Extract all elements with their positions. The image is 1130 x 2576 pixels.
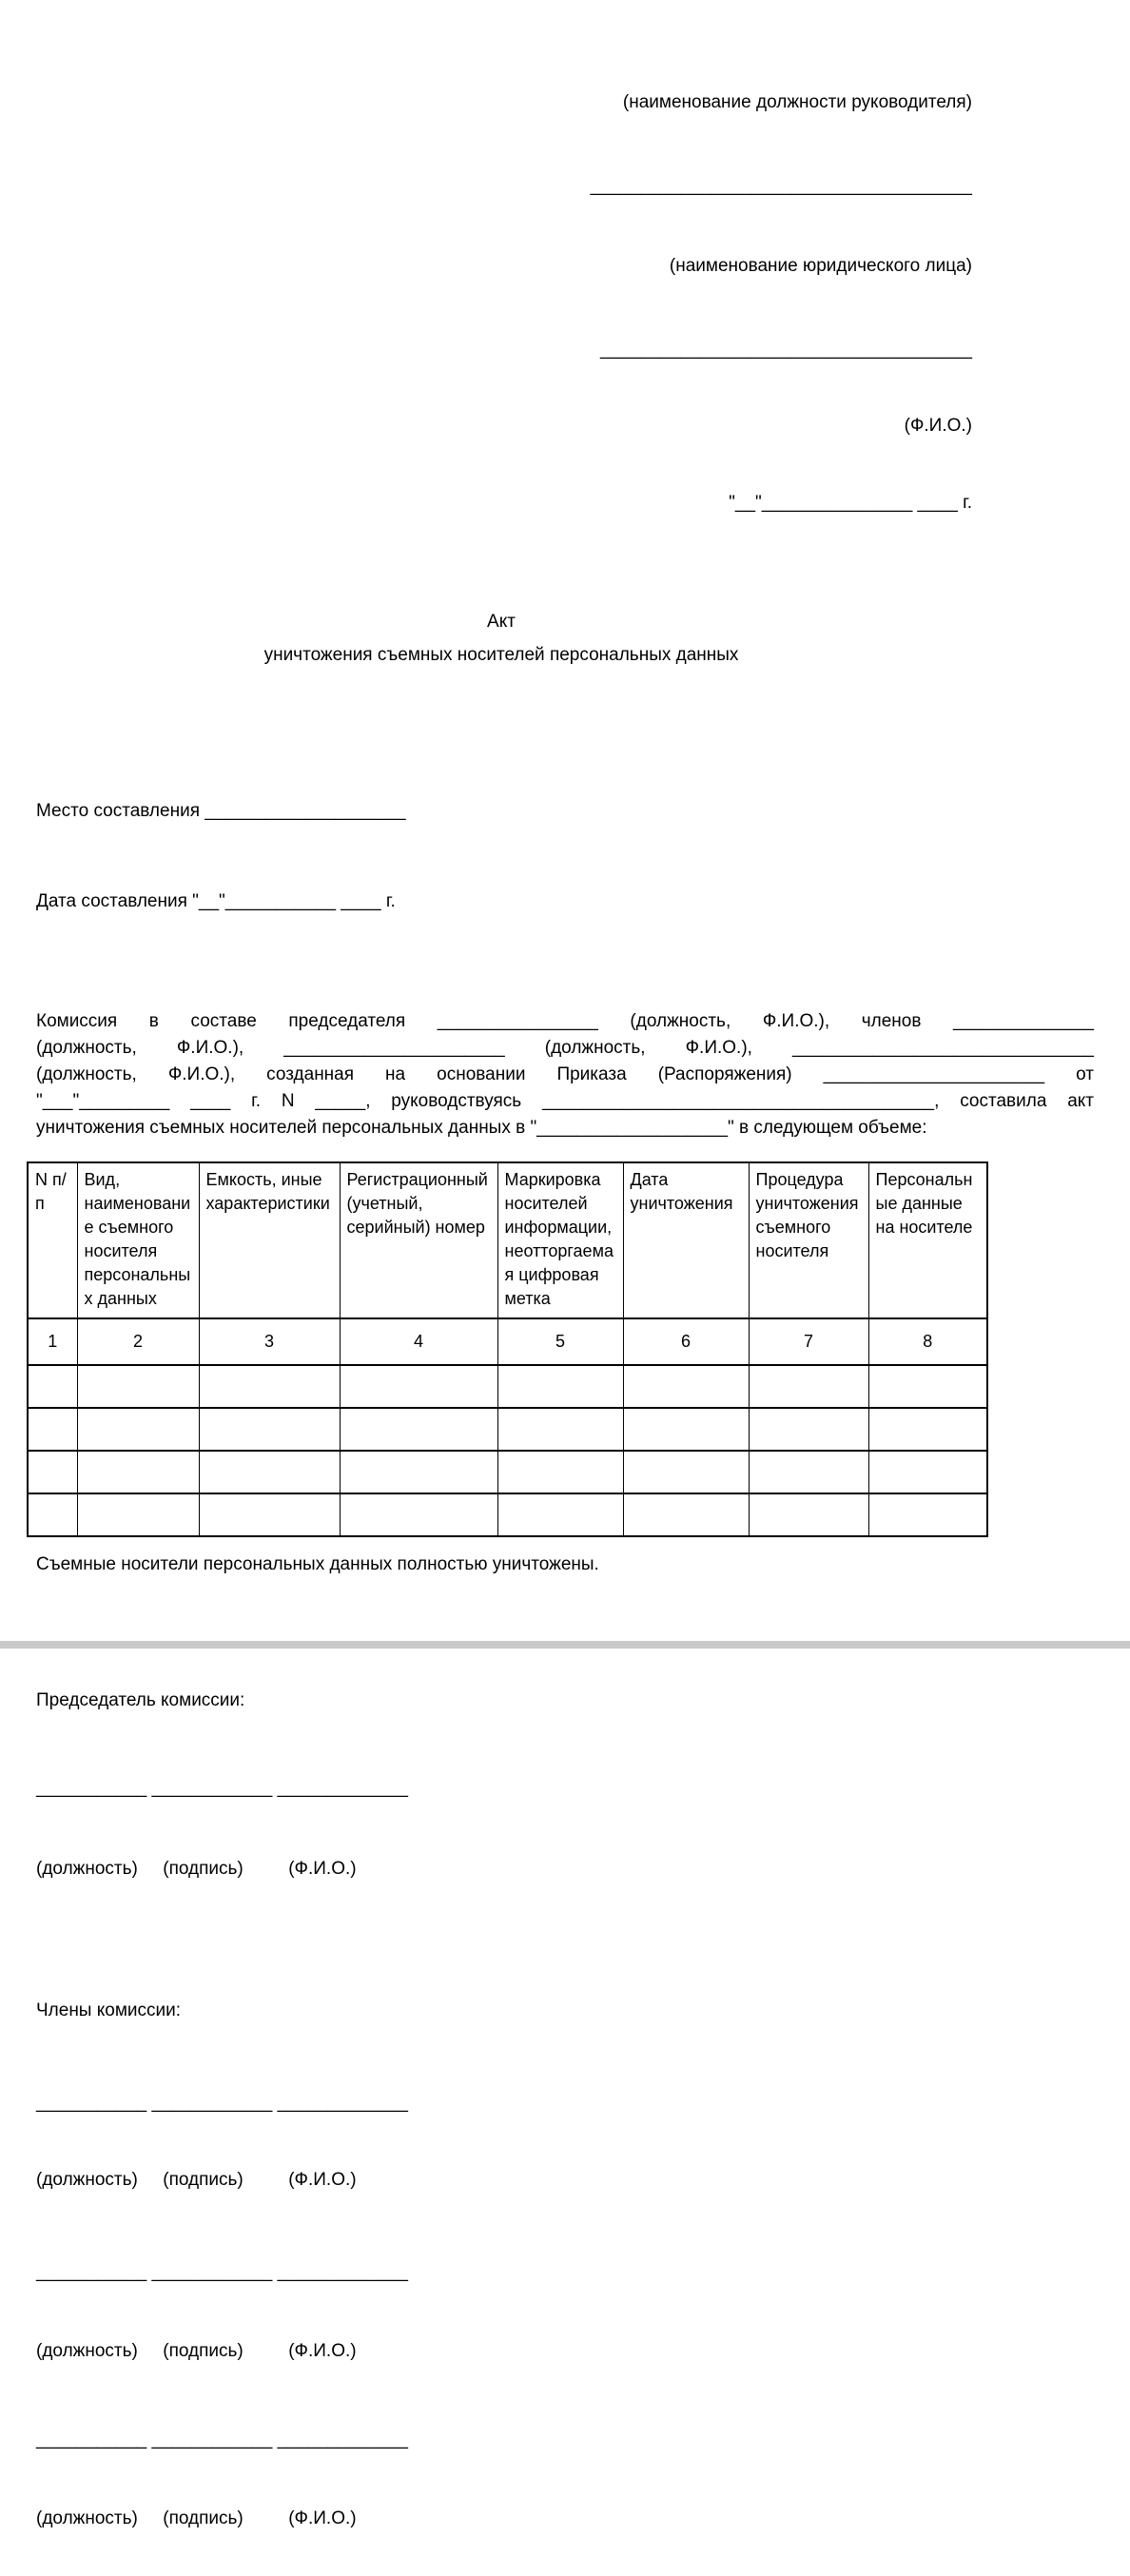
destroyed-media-table xyxy=(27,1161,988,1537)
commission-line-3: (должность, Ф.И.О.), созданная на основании Приказа (Распоряжения) ______________________ от xyxy=(36,1064,1094,1084)
composition-block xyxy=(36,667,1130,959)
empty-cell xyxy=(199,1365,340,1408)
commission-line-4: "___"_________ ____ г. N _____, руководствуясь _______________________________________, составила акт xyxy=(36,1091,1094,1111)
document-title: Акт xyxy=(487,612,516,632)
col-number-7: 7 xyxy=(749,1318,868,1365)
empty-cell xyxy=(28,1493,77,1536)
empty-cell xyxy=(749,1493,868,1536)
col-header-date: Дата уничтожения xyxy=(623,1162,749,1318)
empty-cell xyxy=(199,1493,340,1536)
document-subtitle: уничтожения съемных носителей персональных данных xyxy=(263,645,739,665)
col-header-marking: Маркировка носителей информации, неотторгаемая цифровая метка xyxy=(497,1162,623,1318)
commission-paragraph xyxy=(36,1008,1094,1142)
fio-label: (Ф.И.О.) xyxy=(904,416,972,436)
empty-cell xyxy=(623,1408,749,1451)
col-header-reg-number: Регистрационный (учетный, серийный) номер xyxy=(340,1162,497,1318)
legal-entity-label: (наименование юридического лица) xyxy=(669,256,972,276)
empty-cell xyxy=(497,1408,623,1451)
table-empty-row xyxy=(28,1408,987,1451)
empty-cell xyxy=(868,1365,987,1408)
member-signature-blank-line: ___________ ____________ _____________ xyxy=(36,2093,408,2113)
col-number-3: 3 xyxy=(199,1318,340,1365)
col-number-5: 5 xyxy=(497,1318,623,1365)
empty-cell xyxy=(340,1493,497,1536)
col-number-2: 2 xyxy=(77,1318,199,1365)
col-header-procedure: Процедура уничтожения съемного носителя xyxy=(749,1162,868,1318)
empty-cell xyxy=(623,1365,749,1408)
table-column-numbers-row xyxy=(28,1318,987,1365)
col-header-personal-data: Персональные данные на носителе xyxy=(868,1162,987,1318)
empty-cell xyxy=(340,1408,497,1451)
empty-cell xyxy=(340,1451,497,1493)
empty-cell xyxy=(77,1493,199,1536)
empty-cell xyxy=(28,1408,77,1451)
composition-date-line: Дата составления "__"___________ ____ г. xyxy=(36,891,396,911)
empty-cell xyxy=(868,1408,987,1451)
commission-line-2: (должность, Ф.И.О.), ______________________ (должность, Ф.И.О.), ______________________________ xyxy=(36,1038,1094,1058)
approval-date-line: "__"_______________ ____ г. xyxy=(729,493,972,513)
member-signature-blank-line: ___________ ____________ _____________ xyxy=(36,2430,408,2449)
member-signature-blank-line: ___________ ____________ _____________ xyxy=(36,2262,408,2282)
col-number-4: 4 xyxy=(340,1318,497,1365)
members-heading: Члены комиссии: xyxy=(36,2000,182,2020)
table-empty-row xyxy=(28,1451,987,1493)
empty-cell xyxy=(623,1451,749,1493)
commission-line-5: уничтожения съемных носителей персональных данных в "___________________" в следующем объеме: xyxy=(36,1118,927,1138)
col-header-capacity: Емкость, иные характеристики xyxy=(199,1162,340,1318)
empty-cell xyxy=(28,1451,77,1493)
empty-cell xyxy=(199,1408,340,1451)
commission-line-1: Комиссия в составе председателя ________________ (должность, Ф.И.О.), членов ______________ xyxy=(36,1011,1094,1031)
empty-cell xyxy=(340,1365,497,1408)
empty-cell xyxy=(199,1451,340,1493)
empty-cell xyxy=(77,1408,199,1451)
table-empty-row xyxy=(28,1493,987,1536)
head-position-label: (наименование должности руководителя) xyxy=(622,92,972,112)
col-number-1: 1 xyxy=(28,1318,77,1365)
member-signature-captions: (должность) (подпись) (Ф.И.О.) xyxy=(36,2170,357,2190)
legal-entity-blank-line: _____________________________________ xyxy=(600,340,972,360)
page-bottom-edge xyxy=(0,1641,1130,1649)
empty-cell xyxy=(77,1451,199,1493)
chairman-heading: Председатель комиссии: xyxy=(36,1690,245,1710)
chairman-signature-blank-line: ___________ ____________ _____________ xyxy=(36,1778,408,1798)
member-signature-captions: (должность) (подпись) (Ф.И.О.) xyxy=(36,2341,357,2361)
empty-cell xyxy=(749,1365,868,1408)
empty-cell xyxy=(497,1365,623,1408)
table-header-row xyxy=(28,1162,987,1318)
empty-cell xyxy=(497,1493,623,1536)
empty-cell xyxy=(497,1451,623,1493)
media-table-wrap xyxy=(27,1161,1130,1537)
col-header-type: Вид, наименование съемного носителя персональных данных xyxy=(77,1162,199,1318)
col-header-npp: N п/п xyxy=(28,1162,77,1318)
document-title-block xyxy=(36,611,966,667)
empty-cell xyxy=(749,1408,868,1451)
col-number-6: 6 xyxy=(623,1318,749,1365)
empty-cell xyxy=(28,1365,77,1408)
chairman-signature-captions: (должность) (подпись) (Ф.И.О.) xyxy=(36,1859,357,1879)
composition-place-line: Место составления ____________________ xyxy=(36,801,406,821)
empty-cell xyxy=(623,1493,749,1536)
empty-cell xyxy=(868,1451,987,1493)
table-empty-row xyxy=(28,1365,987,1408)
empty-cell xyxy=(868,1493,987,1536)
confirmation-statement: Съемные носители персональных данных полностью уничтожены. xyxy=(36,1554,599,1574)
head-position-blank-line: ______________________________________ xyxy=(590,176,972,196)
empty-cell xyxy=(77,1365,199,1408)
empty-cell xyxy=(749,1451,868,1493)
signatures-block xyxy=(36,1576,1130,2576)
member-signature-captions: (должность) (подпись) (Ф.И.О.) xyxy=(36,2508,357,2528)
header-approval-block xyxy=(0,0,1130,560)
col-number-8: 8 xyxy=(868,1318,987,1365)
